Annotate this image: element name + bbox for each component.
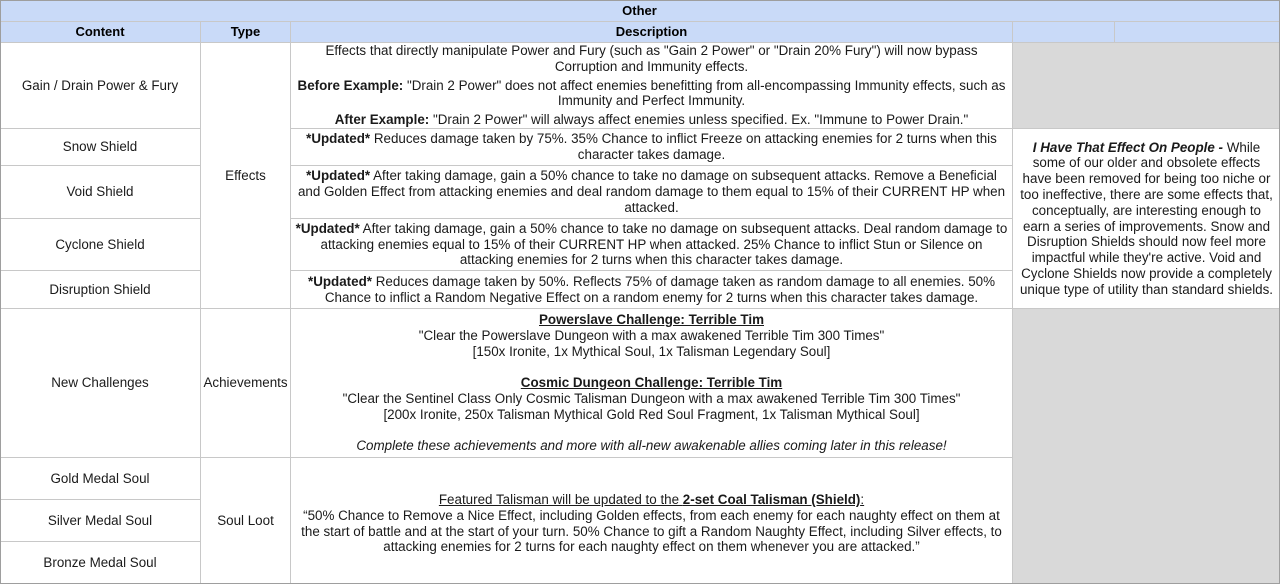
after-example-text: "Drain 2 Power" will always affect enemies unless specified. Ex. "Immune to Power Drain." <box>429 112 969 128</box>
snow-updated-tag: *Updated* <box>306 131 371 147</box>
note-text: While some of our older and obsolete effects have been removed for being too niche or too ineffective, there are some effects that, conceptually, are interesting enough to earn a series of improvements. Snow and Disruption Shields should now feel more impactful while they're active. Void and Cyclone Shields now provide a completely unique type of utility than standard shields. <box>1019 139 1274 297</box>
type-achievements[interactable]: Achievements <box>201 309 291 458</box>
type-effects[interactable]: Effects <box>201 43 291 309</box>
challenges-footer: Complete these achievements and more with all-new awakenable allies coming later in this release! <box>356 438 947 454</box>
content-silver-medal-soul[interactable]: Silver Medal Soul <box>0 500 201 542</box>
header-type[interactable]: Type <box>201 22 291 43</box>
table-title[interactable]: Other <box>0 0 1280 22</box>
desc-disruption-shield[interactable] <box>291 271 1013 309</box>
content-new-challenges[interactable]: New Challenges <box>0 309 201 458</box>
disruption-updated-tag: *Updated* <box>307 273 372 289</box>
void-text: After taking damage, gain a 50% chance to take no damage on subsequent attacks. Remove a Beneficial and Golden Effect from attacking enemies and deal random damage to them equal to 15% of their CURRENT HP when attacked. <box>297 168 1006 215</box>
after-example-label: After Example: <box>334 112 430 128</box>
content-disruption-shield[interactable]: Disruption Shield <box>0 271 201 309</box>
snow-text: Reduces damage taken by 75%. 35% Chance to inflict Freeze on attacking enemies for 2 turns when this character takes damage. <box>370 131 997 162</box>
challenge1-title: Powerslave Challenge: Terrible Tim <box>539 311 764 327</box>
challenge1-quote: "Clear the Powerslave Dungeon with a max awakened Terrible Tim 300 Times" <box>418 327 885 343</box>
soul-talisman-name: 2-set Coal Talisman (Shield) <box>682 491 861 507</box>
header-empty-1[interactable] <box>1013 22 1115 43</box>
void-updated-tag: *Updated* <box>306 168 371 184</box>
soul-colon: : <box>860 491 865 507</box>
content-gain-drain[interactable]: Gain / Drain Power & Fury <box>0 43 201 129</box>
desc-void-shield[interactable] <box>291 166 1013 219</box>
before-example-text: "Drain 2 Power" does not affect enemies benefitting from all-encompassing Immunity effects, such as Immunity and Perfect Immunity. <box>403 77 1006 109</box>
challenge2-quote: "Clear the Sentinel Class Only Cosmic Talisman Dungeon with a max awakened Terrible Tim 300 Times" <box>342 390 961 406</box>
type-soul-loot[interactable]: Soul Loot <box>201 458 291 584</box>
note-cell[interactable] <box>1013 129 1280 309</box>
desc-cyclone-shield[interactable] <box>291 219 1013 271</box>
gain-drain-line1: Effects that directly manipulate Power and Fury (such as "Gain 2 Power" or "Drain 20% Fury") will now bypass Corruption and Immunity effects. <box>325 43 978 74</box>
gray-cell-bottom[interactable] <box>1013 309 1280 584</box>
cyclone-text: After taking damage, gain a 50% chance to take no damage on subsequent attacks. Deal random damage to attacking enemies equal to 15% of their CURRENT HP when attacked. 25% Chance to inflict Stun or Silence on attacking enemies for 2 turns when this character takes damage. <box>320 220 1008 268</box>
soul-intro: Featured Talisman will be updated to the <box>438 491 683 507</box>
content-snow-shield[interactable]: Snow Shield <box>0 129 201 166</box>
cyclone-updated-tag: *Updated* <box>295 220 360 236</box>
desc-gain-drain[interactable] <box>291 43 1013 129</box>
desc-new-challenges[interactable] <box>291 309 1013 458</box>
desc-soul-loot[interactable] <box>291 458 1013 584</box>
challenge2-title: Cosmic Dungeon Challenge: Terrible Tim <box>520 375 783 391</box>
content-void-shield[interactable]: Void Shield <box>0 166 201 219</box>
content-bronze-medal-soul[interactable]: Bronze Medal Soul <box>0 542 201 584</box>
challenge2-rewards: [200x Ironite, 250x Talisman Mythical Gold Red Soul Fragment, 1x Talisman Mythical Soul] <box>383 406 920 422</box>
header-empty-2[interactable] <box>1115 22 1280 43</box>
content-gold-medal-soul[interactable]: Gold Medal Soul <box>0 458 201 500</box>
header-content[interactable]: Content <box>0 22 201 43</box>
header-description[interactable]: Description <box>291 22 1013 43</box>
gray-cell-top[interactable] <box>1013 43 1280 129</box>
desc-snow-shield[interactable] <box>291 129 1013 166</box>
content-cyclone-shield[interactable]: Cyclone Shield <box>0 219 201 271</box>
note-title: I Have That Effect On People - <box>1032 139 1224 155</box>
before-example-label: Before Example: <box>297 77 404 93</box>
challenge1-rewards: [150x Ironite, 1x Mythical Soul, 1x Talisman Legendary Soul] <box>472 343 831 359</box>
disruption-text: Reduces damage taken by 50%. Reflects 75% of damage taken as random damage to all enemies. 50% Chance to inflict a Random Negative Effect on a random enemy for 2 turns when this character takes damage. <box>324 273 996 305</box>
soul-quote: “50% Chance to Remove a Nice Effect, including Golden effects, from each enemy for each naughty effect on them at the start of battle and at the start of your turn. 50% Chance to gift a Random Naughty Effect, including Silver effects, to attacking enemies for 2 turns for each naughty effect on them whenever you are attacked.” <box>301 507 1002 555</box>
